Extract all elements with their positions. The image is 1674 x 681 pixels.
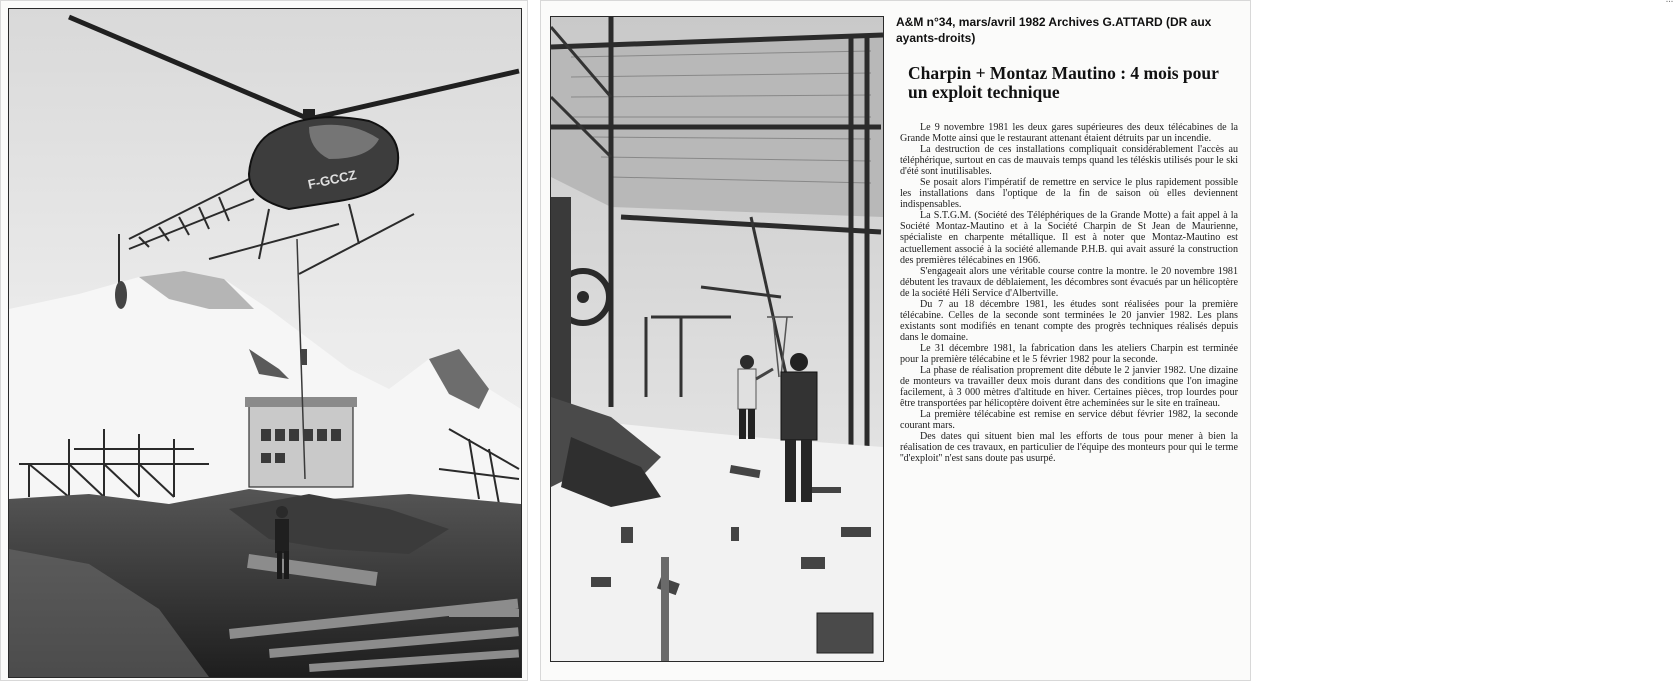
- magazine-page-left: [0, 0, 528, 681]
- article-body: [900, 122, 1238, 464]
- source-caption: A&M n°34, mars/avril 1982 Archives G.ATTARD (DR aux ayants-droits): [896, 15, 1212, 45]
- helicopter-registration: F-GCCZ: [306, 167, 358, 192]
- station-building: [249, 401, 353, 487]
- article-paragraph: La phase de réalisation proprement dite débute le 2 janvier 1982. Une dizaine de monteurs va travailler deux mois durant dans des conditions que l'on imagine facilement, à 3 000 mètres d'altitude en hiver. Certaines pièces, trop lourdes pour être transportées par hélicoptère doivent être acheminées sur le site en traîneau.: [900, 365, 1238, 410]
- article-title: Charpin + Montaz Mautino : 4 mois pour un exploit technique: [908, 63, 1219, 102]
- beam-on-floor: [661, 557, 669, 661]
- article-paragraph: Se posait alors l'impératif de remettre en service le plus rapidement possible les installations dans l'optique de la fin de saison où elles deviennent indispensables.: [900, 177, 1238, 211]
- article-paragraph: Le 9 novembre 1981 les deux gares supérieures des deux télécabines de la Grande Motte ainsi que le restaurant attenant étaient détruits par un incendie.: [900, 122, 1238, 145]
- article-paragraph: S'engageait alors une véritable course contre la montre. le 20 novembre 1981 débutent les travaux de déblaiement, les décombres sont évacués par un hélicoptère de la société Héli Service d'Albertville.: [900, 265, 1238, 299]
- clipped-header-text: [1666, 0, 1674, 5]
- article-paragraph: Du 7 au 18 décembre 1981, les études sont réalisées pour la première télécabine. Celles de la seconde sont terminées le 20 janvier 1982. Les plans existants sont modifiés en tenant compte des progrès techniques réalisés depuis dans le domaine.: [900, 298, 1238, 343]
- helicopter-photo: [8, 8, 522, 678]
- article-paragraph: La première télécabine est remise en service début février 1982, la seconde courant mars.: [900, 409, 1238, 432]
- article-paragraph: Le 31 décembre 1981, la fabrication dans les ateliers Charpin est terminée pour la première télécabine et le 5 février 1982 pour la seconde.: [900, 342, 1238, 365]
- article-paragraph: La destruction de ces installations compliquait considérablement l'accès au téléphérique, surtout en cas de mauvais temps quand les téléskis utilisés pour le ski d'été sont inutilisables.: [900, 144, 1238, 178]
- article-paragraph: Des dates qui situent bien mal les efforts de tous pour mener à bien la réalisation de ces travaux, en particulier de l'équipe des monteurs pour qui le terme ''d'exploit'' n'est sans doute pas usurpé.: [900, 431, 1238, 465]
- article-paragraph: La S.T.G.M. (Société des Téléphériques de la Grande Motte) a fait appel à la Société Montaz-Mautino et à la Société Charpin de St Jean de Maurienne, spécialiste en charpente métallique. Il est à noter que Montaz-Mautino est actuellement associé à la société allemande P.H.B. qui avait assuré la construction des premières télécabines en 1966.: [900, 210, 1238, 266]
- construction-site-photo: [550, 16, 884, 662]
- crate: [817, 613, 873, 653]
- helicopter-photo-illustration: [9, 9, 521, 677]
- construction-site-illustration: [551, 17, 883, 661]
